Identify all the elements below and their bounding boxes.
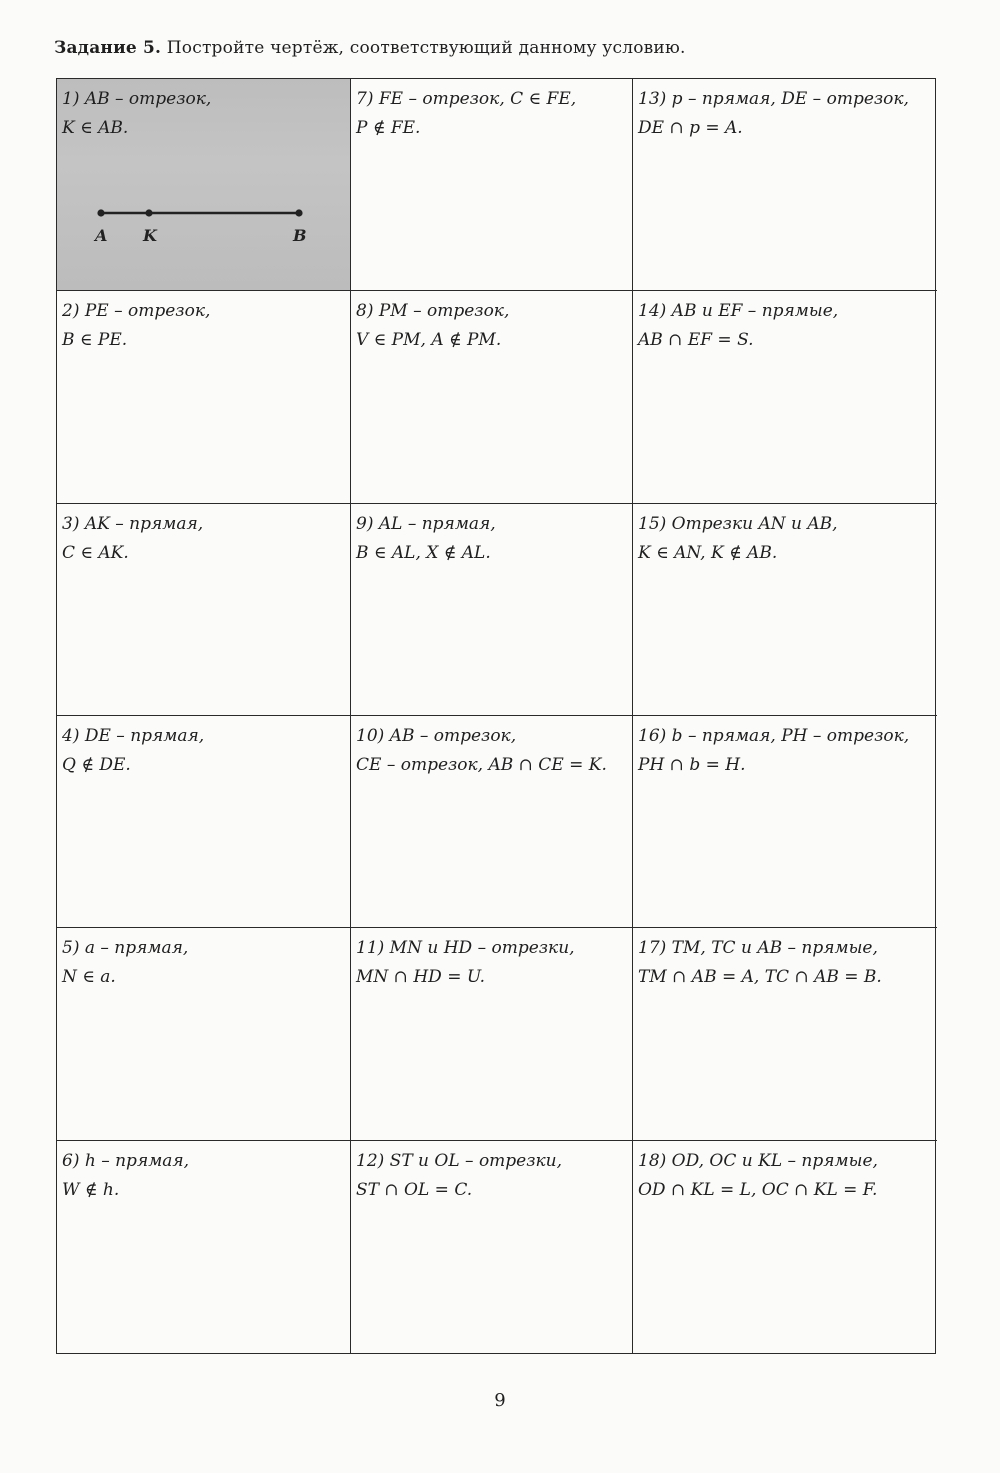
cell-line-1: 10) AB – отрезок, <box>356 725 517 746</box>
cell-line-1: 18) OD, OC и KL – прямые, <box>638 1150 878 1171</box>
cell-line-2: B ∈ AL, X ∉ AL. <box>356 542 491 563</box>
cell-line-2: MN ∩ HD = U. <box>356 967 486 988</box>
task-cell-10 <box>351 716 633 928</box>
cell-line-1: 9) AL – прямая, <box>356 513 496 534</box>
task-title <box>54 38 686 58</box>
cell-line-2: PH ∩ b = H. <box>638 754 746 775</box>
cell-line-1: 5) a – прямая, <box>62 938 189 959</box>
task-cell-1 <box>57 79 351 291</box>
point-b-label: B <box>293 226 307 245</box>
task-cell-18 <box>633 1141 937 1353</box>
cell-line-2: Q ∉ DE. <box>62 754 131 775</box>
cell-line-1: 14) AB и EF – прямые, <box>638 301 839 322</box>
page-number: 9 <box>494 1390 506 1411</box>
point-b-dot <box>295 209 302 216</box>
cell-line-2: K ∈ AN, K ∉ AB. <box>638 542 778 563</box>
cell-line-2: OD ∩ KL = L, OC ∩ KL = F. <box>638 1179 878 1200</box>
task-cell-11 <box>351 928 633 1140</box>
cell-line-2: CE – отрезок, AB ∩ CE = K. <box>356 754 607 775</box>
cell-line-1: 11) MN и HD – отрезки, <box>356 938 575 959</box>
task-cell-17 <box>633 928 937 1140</box>
point-k-label: K <box>143 226 157 245</box>
cell-line-1: 13) p – прямая, DE – отрезок, <box>638 89 909 109</box>
cell-line-1: 7) FE – отрезок, C ∈ FE, <box>356 89 577 109</box>
cell-line-1: 3) AK – прямая, <box>62 513 204 534</box>
cell-line-1: 16) b – прямая, PH – отрезок, <box>638 725 910 746</box>
point-a-dot <box>97 209 104 216</box>
cell-line-1: 8) PM – отрезок, <box>356 301 510 322</box>
cell-line-1: 12) ST и OL – отрезки, <box>356 1150 563 1171</box>
task-cell-2 <box>57 291 351 503</box>
cell-line-1: 15) Отрезки AN и AB, <box>638 513 838 534</box>
cell-line-2: K ∈ AB. <box>62 118 129 138</box>
task-instruction: Постройте чертёж, соответствующий данному условию. <box>166 38 686 58</box>
cell-line-2: ST ∩ OL = C. <box>356 1179 473 1200</box>
task-label: Задание 5. <box>54 38 162 58</box>
cell-line-2: W ∉ h. <box>62 1179 120 1200</box>
cell-line-2: C ∈ AK. <box>62 542 129 563</box>
task-cell-15 <box>633 504 937 716</box>
cell-line-2: TM ∩ AB = A, TC ∩ AB = B. <box>638 967 882 988</box>
cell-line-2: N ∈ a. <box>62 967 116 988</box>
task-cell-8 <box>351 291 633 503</box>
task-cell-13 <box>633 79 937 291</box>
task-cell-7 <box>351 79 633 291</box>
task-cell-9 <box>351 504 633 716</box>
cell-line-2: DE ∩ p = A. <box>638 118 743 138</box>
cell-line-1: 4) DE – прямая, <box>62 725 205 746</box>
cell-line-2: AB ∩ EF = S. <box>638 330 754 351</box>
task-grid <box>56 78 936 1354</box>
point-k-dot <box>145 209 152 216</box>
cell-line-1: 17) TM, TC и AB – прямые, <box>638 938 878 959</box>
cell-line-1: 1) AB – отрезок, <box>62 89 212 109</box>
cell-line-2: V ∈ PM, A ∉ PM. <box>356 330 502 351</box>
task-cell-16 <box>633 716 937 928</box>
example-segment-figure <box>87 195 327 245</box>
cell-line-1: 6) h – прямая, <box>62 1150 190 1171</box>
task-cell-4 <box>57 716 351 928</box>
point-a-label: A <box>95 226 108 245</box>
task-cell-5 <box>57 928 351 1140</box>
task-cell-3 <box>57 504 351 716</box>
task-cell-6 <box>57 1141 351 1353</box>
cell-line-2: B ∈ PE. <box>62 330 128 351</box>
task-cell-14 <box>633 291 937 503</box>
cell-line-1: 2) PE – отрезок, <box>62 301 211 322</box>
cell-line-2: P ∉ FE. <box>356 118 421 138</box>
task-cell-12 <box>351 1141 633 1353</box>
